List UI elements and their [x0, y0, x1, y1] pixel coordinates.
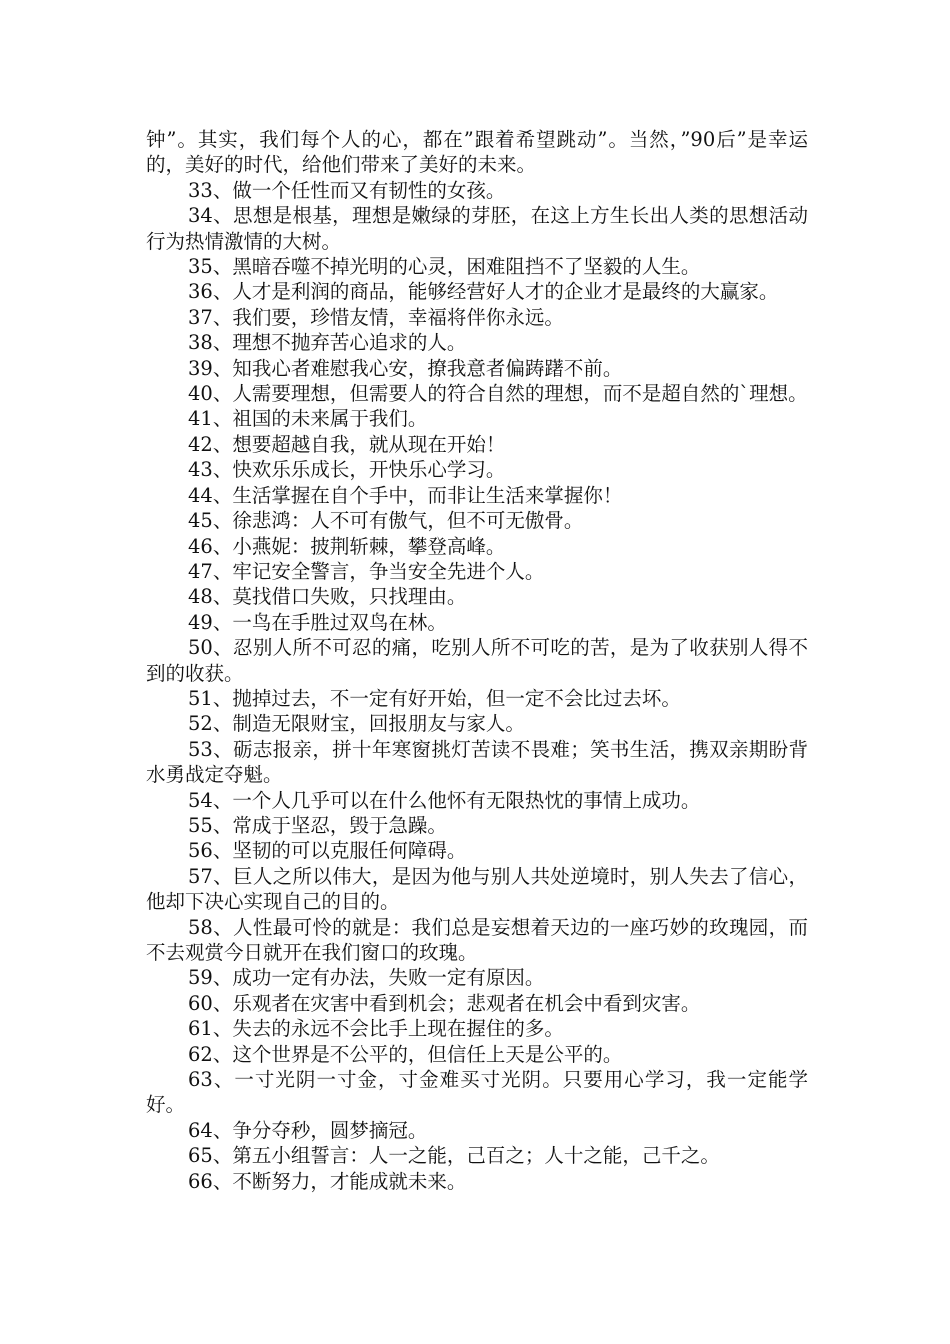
quote-55: 55、常成于坚忍，毁于急躁。 — [188, 813, 447, 837]
quote-45: 45、徐悲鸿：人不可有傲气，但不可无傲骨。 — [188, 509, 584, 533]
quote-37: 37、我们要，珍惜友情，幸福将伴你永远。 — [188, 305, 564, 329]
quote-53: 53、砺志报亲，拼十年寒窗挑灯苦读不畏难；笑书生活，携双亲期盼背水勇战定夺魁。 — [146, 737, 808, 787]
quote-42: 42、想要超越自我，就从现在开始！ — [188, 432, 506, 456]
quote-39: 39、知我心者难慰我心安，撩我意者偏踌躇不前。 — [188, 356, 623, 380]
quote-43: 43、快欢乐乐成长，开快乐心学习。 — [188, 458, 506, 482]
quote-62: 62、这个世界是不公平的，但信任上天是公平的。 — [188, 1042, 623, 1066]
quote-36: 36、人才是利润的商品，能够经营好人才的企业才是最终的大赢家。 — [188, 280, 779, 304]
quote-49: 49、一鸟在手胜过双鸟在林。 — [188, 610, 447, 634]
document-page — [146, 127, 808, 1194]
quote-41: 41、祖国的未来属于我们。 — [188, 407, 428, 431]
quote-48: 48、莫找借口失败，只找理由。 — [188, 585, 467, 609]
quote-52: 52、制造无限财宝，回报朋友与家人。 — [188, 712, 525, 736]
paragraph-continued: 钟”。其实，我们每个人的心，都在”跟着希望跳动”。当然，”90后”是幸运的，美好的时代，给他们带来了美好的未来。 — [146, 128, 808, 177]
quote-33: 33、做一个任性而又有韧性的女孩。 — [188, 178, 506, 202]
quote-57: 57、巨人之所以伟大，是因为他与别人共处逆境时，别人失去了信心，他却下决心实现自己的目的。 — [146, 864, 808, 914]
quote-65: 65、第五小组誓言：人一之能，己百之；人十之能，己千之。 — [188, 1144, 720, 1168]
quote-51: 51、抛掉过去，不一定有好开始，但一定不会比过去坏。 — [188, 686, 681, 710]
quote-64: 64、争分夺秒，圆梦摘冠。 — [188, 1118, 428, 1142]
quote-58: 58、人性最可怜的就是：我们总是妄想着天边的一座巧妙的玫瑰园，而不去观赏今日就开在我们窗口的玫瑰。 — [146, 915, 808, 964]
quote-38: 38、理想不抛弃苦心追求的人。 — [188, 331, 467, 355]
quote-56: 56、坚韧的可以克服任何障碍。 — [188, 839, 467, 863]
quote-44: 44、生活掌握在自个手中，而非让生活来掌握你！ — [188, 483, 623, 507]
quote-46: 46、小燕妮：披荆斩棘，攀登高峰。 — [188, 534, 506, 558]
quote-61: 61、失去的永远不会比手上现在握住的多。 — [188, 1017, 564, 1041]
quote-54: 54、一个人几乎可以在什么他怀有无限热忱的事情上成功。 — [188, 788, 701, 812]
quote-47: 47、牢记安全警言，争当安全先进个人。 — [188, 559, 545, 583]
quote-59: 59、成功一定有办法，失败一定有原因。 — [188, 966, 545, 990]
quote-60: 60、乐观者在灾害中看到机会；悲观者在机会中看到灾害。 — [188, 991, 701, 1015]
quote-34: 34、思想是根基，理想是嫩绿的芽胚，在这上方生长出人类的思想活动行为热情激情的大树。 — [146, 204, 808, 253]
quote-66: 66、不断努力，才能成就未来。 — [188, 1169, 467, 1193]
quote-63: 63、一寸光阴一寸金，寸金难买寸光阴。只要用心学习，我一定能学好。 — [146, 1068, 808, 1117]
quote-35: 35、黑暗吞噬不掉光明的心灵，困难阻挡不了坚毅的人生。 — [188, 255, 701, 279]
quote-40: 40、人需要理想，但需要人的符合自然的理想，而不是超自然的`理想。 — [188, 382, 808, 406]
quote-50: 50、忍别人所不可忍的痛，吃别人所不可吃的苦，是为了收获别人得不到的收获。 — [146, 636, 808, 685]
